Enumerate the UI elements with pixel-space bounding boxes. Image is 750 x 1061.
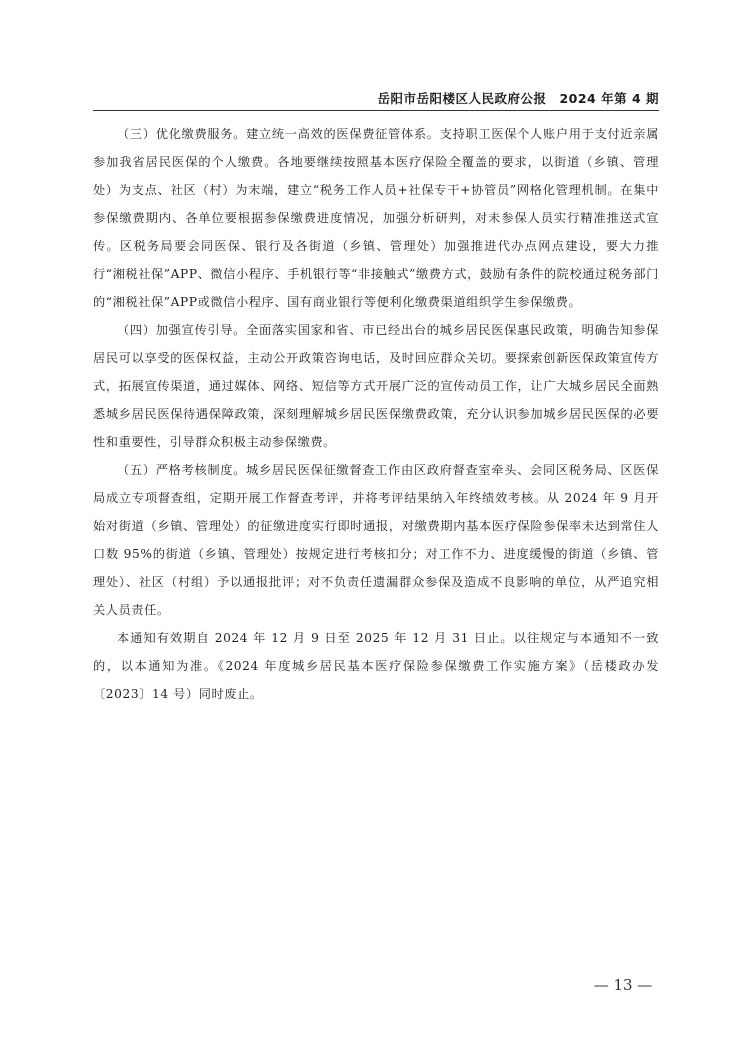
paragraph-publicity-guidance: （四）加强宣传引导。全面落实国家和省、市已经出台的城乡居民医保惠民政策，明确告知参保居民可以享受的医保权益，主动公开政策咨询电话，及时回应群众关切。要探索创新医保政策宣传方式，拓展宣传渠道，通过媒体、网络、短信等方式开展广泛的宣传动员工作，让广大城乡居民全面熟悉城乡居民医保待遇保障政策，深刻理解城乡居民医保缴费政策，充分认识参加城乡居民医保的必要性和重要性，引导群众积极主动参保缴费。 (93, 323, 659, 449)
header-title: 岳阳市岳阳楼区人民政府公报 2024 年第 4 期 (377, 91, 659, 106)
paragraph-validity-period: 本通知有效期自 2024 年 12 月 9 日至 2025 年 12 月 31 日止。以往规定与本通知不一致的，以本通知为准。《2024 年度城乡居民基本医疗保险参保缴费工作实施方案》（岳楼政办发〔2023〕14 号）同时废止。 (93, 631, 659, 701)
paragraph-optimize-payment-service: （三）优化缴费服务。建立统一高效的医保费征管体系。支持职工医保个人账户用于支付近亲属参加我省居民医保的个人缴费。各地要继续按照基本医疗保险全覆盖的要求，以街道（乡镇、管理处）为支点、社区（村）为末端，建立“税务工作人员+社保专干+协管员”网格化管理机制。在集中参保缴费期内、各单位要根据参保缴费进度情况，加强分析研判，对未参保人员实行精准推送式宣传。区税务局要会同医保、银行及各街道（乡镇、管理处）加强推进代办点网点建设，要大力推行“湘税社保”APP、微信小程序、手机银行等“非接触式”缴费方式，鼓励有条件的院校通过税务部门的“湘税社保”APP或微信小程序、国有商业银行等便利化缴费渠道组织学生参保缴费。 (93, 127, 659, 309)
paragraph-assessment-system: （五）严格考核制度。城乡居民医保征缴督查工作由区政府督查室牵头、会同区税务局、区医保局成立专项督查组，定期开展工作督查考评，并将考评结果纳入年终绩效考核。从 2024 年 9 月开始对街道（乡镇、管理处）的征缴进度实行即时通报，对缴费期内基本医疗保险参保率未达到常住人口数 95%的街道（乡镇、管理处）按规定进行考核扣分；对工作不力、进度缓慢的街道（乡镇、管理处）、社区（村组）予以通报批评；对不负责任遗漏群众参保及造成不良影响的单位，从严追究相关人员责任。 (93, 463, 659, 617)
document-body (93, 120, 659, 708)
page-header (93, 88, 659, 111)
page-number: — 13 — (593, 976, 653, 994)
